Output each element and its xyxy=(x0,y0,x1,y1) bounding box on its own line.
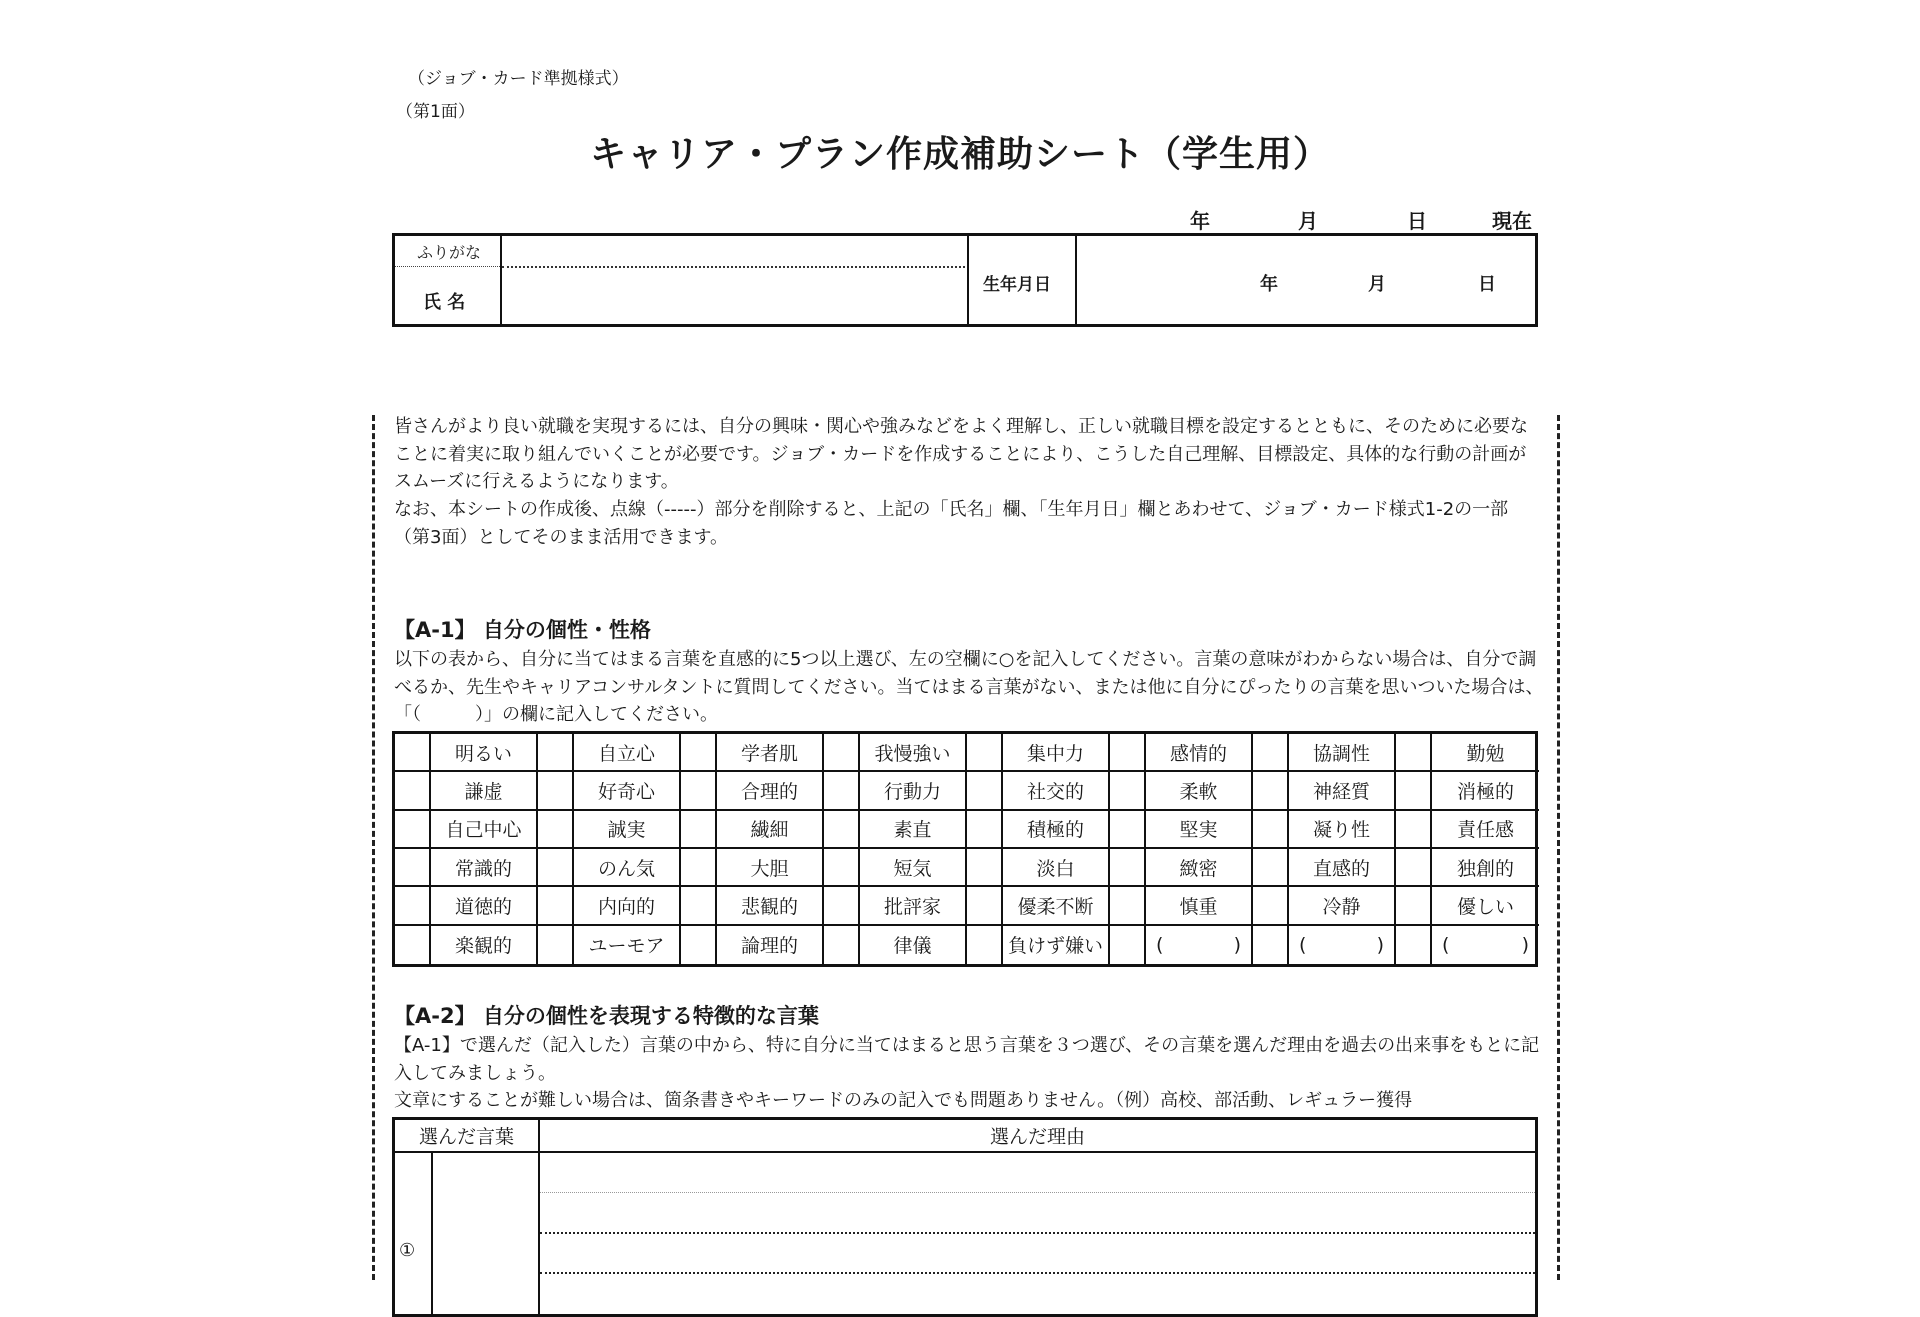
trait-checkbox[interactable] xyxy=(824,811,860,849)
trait-checkbox[interactable] xyxy=(1396,811,1432,849)
trait-checkbox[interactable] xyxy=(1396,734,1432,772)
trait-word: 積極的 xyxy=(1003,811,1110,849)
col-word-header: 選んだ言葉 xyxy=(395,1120,540,1153)
trait-checkbox[interactable] xyxy=(1110,926,1146,964)
trait-word: 勤勉 xyxy=(1432,734,1539,772)
trait-word: 論理的 xyxy=(717,926,824,964)
trait-checkbox[interactable] xyxy=(824,887,860,925)
section-a2-instructions-2: 文章にすることが難しい場合は、箇条書きやキーワードのみの記入でも問題ありません。（例）高校、部活動、レギュラー獲得 xyxy=(394,1090,1413,1111)
date-day-label: 日 xyxy=(1407,209,1427,233)
trait-checkbox[interactable] xyxy=(1110,811,1146,849)
trait-word: 協調性 xyxy=(1289,734,1396,772)
trait-word: 集中力 xyxy=(1003,734,1110,772)
furigana-label: ふりがな xyxy=(417,243,482,262)
trait-word: 緻密 xyxy=(1146,849,1253,887)
trait-word: 自立心 xyxy=(574,734,681,772)
paren-open: ( xyxy=(1156,933,1164,956)
trait-checkbox[interactable] xyxy=(538,926,574,964)
selected-word-field[interactable] xyxy=(433,1153,538,1313)
trait-word: 直感的 xyxy=(1289,849,1396,887)
trait-word: 負けず嫌い xyxy=(1003,926,1110,964)
date-year-label: 年 xyxy=(1190,209,1210,233)
birth-day-label: 日 xyxy=(1478,274,1496,295)
page-title: キャリア・プラン作成補助シート（学生用） xyxy=(589,134,1330,175)
reasons-table xyxy=(392,1117,1538,1317)
name-table xyxy=(392,233,1538,327)
trait-word: 凝り性 xyxy=(1289,811,1396,849)
form-note: （ジョブ・カード準拠様式） xyxy=(408,69,629,89)
trait-word: 冷静 xyxy=(1289,887,1396,925)
trait-checkbox[interactable] xyxy=(1253,811,1289,849)
trait-checkbox[interactable] xyxy=(967,926,1003,964)
trait-word: 優しい xyxy=(1432,887,1539,925)
birthdate-label: 生年月日 xyxy=(983,275,1051,295)
trait-word: 素直 xyxy=(860,811,967,849)
name-label: 氏 名 xyxy=(423,292,466,313)
trait-checkbox[interactable] xyxy=(1396,887,1432,925)
trait-word: 慎重 xyxy=(1146,887,1253,925)
dashed-border-right xyxy=(1557,415,1560,1280)
trait-checkbox[interactable] xyxy=(395,926,431,964)
trait-checkbox[interactable] xyxy=(395,887,431,925)
page-note: （第1面） xyxy=(396,102,475,122)
divider xyxy=(967,236,969,324)
trait-word: 学者肌 xyxy=(717,734,824,772)
trait-word: 律儀 xyxy=(860,926,967,964)
trait-checkbox[interactable] xyxy=(538,849,574,887)
trait-checkbox[interactable] xyxy=(1110,772,1146,810)
trait-checkbox[interactable] xyxy=(967,734,1003,772)
section-a1-instructions: 以下の表から、自分に当てはまる言葉を直感的に5つ以上選び、左の空欄に○を記入してください。言葉の意味がわからない場合は、自分で調べるか、先生やキャリアコンサルタントに質問してください。当てはまる言葉がない、または他に自分にぴったりの言葉を思いついた場合は、「（ ）」の欄に記入してください。 xyxy=(394,649,1544,725)
trait-word: 合理的 xyxy=(717,772,824,810)
paren-open: ( xyxy=(1442,933,1450,956)
trait-checkbox[interactable] xyxy=(681,734,717,772)
paren-close: ) xyxy=(1376,933,1384,956)
trait-word: 我慢強い xyxy=(860,734,967,772)
trait-word: 行動力 xyxy=(860,772,967,810)
trait-word: 堅実 xyxy=(1146,811,1253,849)
name-field[interactable] xyxy=(502,268,965,324)
col-reason-header: 選んだ理由 xyxy=(540,1120,1535,1153)
trait-word: 悲観的 xyxy=(717,887,824,925)
paren-close: ) xyxy=(1233,933,1241,956)
divider xyxy=(1075,236,1077,324)
trait-checkbox[interactable] xyxy=(1396,772,1432,810)
trait-word: 楽観的 xyxy=(431,926,538,964)
date-current-label: 現在 xyxy=(1492,209,1532,233)
trait-checkbox[interactable] xyxy=(824,849,860,887)
trait-checkbox[interactable] xyxy=(395,811,431,849)
trait-word: 独創的 xyxy=(1432,849,1539,887)
trait-word: 道徳的 xyxy=(431,887,538,925)
section-a1-heading: 【A-1】 自分の個性・性格 xyxy=(394,618,651,642)
custom-trait-field[interactable] xyxy=(1289,926,1396,964)
trait-word: 優柔不断 xyxy=(1003,887,1110,925)
trait-word: 自己中心 xyxy=(431,811,538,849)
custom-trait-field[interactable] xyxy=(1432,926,1539,964)
trait-word: 淡白 xyxy=(1003,849,1110,887)
trait-checkbox[interactable] xyxy=(967,887,1003,925)
date-month-label: 月 xyxy=(1298,209,1318,233)
trait-word: 誠実 xyxy=(574,811,681,849)
section-a2-instructions-1: 【A-1】で選んだ（記入した）言葉の中から、特に自分に当てはまると思う言葉を３つ選び、その言葉を選んだ理由を過去の出来事をもとに記入してみましょう。 xyxy=(394,1035,1540,1084)
trait-checkbox[interactable] xyxy=(967,811,1003,849)
trait-checkbox[interactable] xyxy=(1253,849,1289,887)
trait-checkbox[interactable] xyxy=(1253,772,1289,810)
reason-line[interactable] xyxy=(540,1192,1535,1193)
intro-paragraph-2: なお、本シートの作成後、点線（-----）部分を削除すると、上記の「氏名」欄、「生年月日」欄とあわせて、ジョブ・カード様式1-2の一部（第3面）としてそのまま活用できます。 xyxy=(394,499,1509,548)
trait-checkbox[interactable] xyxy=(538,887,574,925)
custom-trait-field[interactable] xyxy=(1146,926,1253,964)
trait-checkbox[interactable] xyxy=(824,772,860,810)
trait-checkbox[interactable] xyxy=(395,734,431,772)
birth-year-label: 年 xyxy=(1260,274,1278,295)
trait-word: 常識的 xyxy=(431,849,538,887)
trait-word: 責任感 xyxy=(1432,811,1539,849)
trait-checkbox[interactable] xyxy=(824,926,860,964)
trait-checkbox[interactable] xyxy=(967,772,1003,810)
trait-checkbox[interactable] xyxy=(1110,887,1146,925)
trait-checkbox[interactable] xyxy=(1396,926,1432,964)
paren-open: ( xyxy=(1299,933,1307,956)
section-a2-heading: 【A-2】 自分の個性を表現する特徴的な言葉 xyxy=(394,1004,819,1028)
trait-checkbox[interactable] xyxy=(1110,734,1146,772)
trait-word: 明るい xyxy=(431,734,538,772)
trait-checkbox[interactable] xyxy=(681,811,717,849)
trait-word: 消極的 xyxy=(1432,772,1539,810)
trait-checkbox[interactable] xyxy=(1396,849,1432,887)
divider xyxy=(395,266,500,267)
trait-word: 批評家 xyxy=(860,887,967,925)
trait-checkbox[interactable] xyxy=(824,734,860,772)
trait-checkbox[interactable] xyxy=(681,926,717,964)
trait-word: 繊細 xyxy=(717,811,824,849)
trait-checkbox[interactable] xyxy=(538,734,574,772)
trait-checkbox[interactable] xyxy=(967,849,1003,887)
trait-word: 内向的 xyxy=(574,887,681,925)
trait-word: 神経質 xyxy=(1289,772,1396,810)
trait-word: ユーモア xyxy=(574,926,681,964)
trait-checkbox[interactable] xyxy=(1253,887,1289,925)
reason-line[interactable] xyxy=(540,1272,1535,1274)
trait-checkbox[interactable] xyxy=(1253,734,1289,772)
trait-word: 感情的 xyxy=(1146,734,1253,772)
trait-word: 大胆 xyxy=(717,849,824,887)
trait-checkbox[interactable] xyxy=(395,849,431,887)
trait-checkbox[interactable] xyxy=(1253,926,1289,964)
paren-close: ) xyxy=(1521,933,1529,956)
reason-line[interactable] xyxy=(540,1232,1535,1234)
trait-word: のん気 xyxy=(574,849,681,887)
trait-checkbox[interactable] xyxy=(681,849,717,887)
dashed-border-left xyxy=(372,415,375,1280)
row-marker: ① xyxy=(399,1240,416,1261)
trait-word: 社交的 xyxy=(1003,772,1110,810)
trait-checkbox[interactable] xyxy=(395,772,431,810)
trait-checkbox[interactable] xyxy=(538,811,574,849)
trait-checkbox[interactable] xyxy=(1110,849,1146,887)
trait-checkbox[interactable] xyxy=(681,887,717,925)
trait-word: 謙虚 xyxy=(431,772,538,810)
trait-word: 好奇心 xyxy=(574,772,681,810)
trait-checkbox[interactable] xyxy=(538,772,574,810)
traits-table xyxy=(392,731,1538,967)
trait-checkbox[interactable] xyxy=(681,772,717,810)
trait-word: 短気 xyxy=(860,849,967,887)
trait-word: 柔軟 xyxy=(1146,772,1253,810)
intro-paragraph-1: 皆さんがより良い就職を実現するには、自分の興味・関心や強みなどをよく理解し、正しい就職目標を設定するとともに、そのために必要なことに着実に取り組んでいくことが必要です。ジョブ・カードを作成することにより、こうした自己理解、目標設定、具体的な行動の計画がスムーズに行えるようになります。 xyxy=(394,416,1528,492)
birth-month-label: 月 xyxy=(1368,274,1386,295)
